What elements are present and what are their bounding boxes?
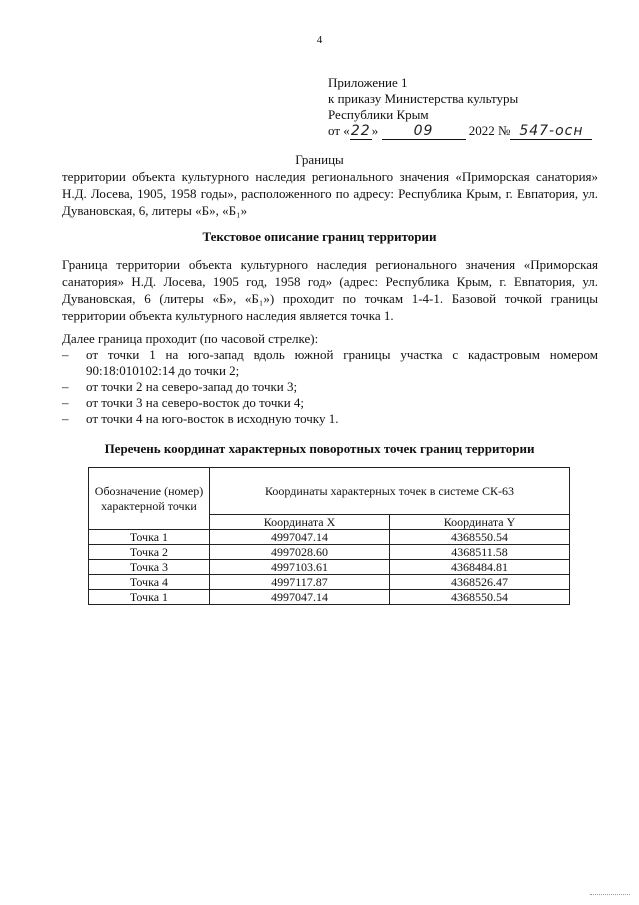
route-item: – от точки 1 на юго-запад вдоль южной границы участка с кадастровым номером 90:18:010102:14 до точки 2; bbox=[62, 347, 598, 379]
heading-word: Границы bbox=[295, 152, 344, 167]
cell-y: 4368511.58 bbox=[389, 545, 569, 560]
route-list-container bbox=[62, 347, 598, 427]
table-row bbox=[89, 545, 570, 560]
appendix-block bbox=[328, 75, 618, 140]
section-title-description: Текстовое описание границ территории bbox=[202, 229, 437, 244]
table-row bbox=[89, 590, 570, 605]
header-coordinates: Координаты характерных точек в системе СК-63 bbox=[210, 468, 570, 515]
cell-y: 4368550.54 bbox=[389, 530, 569, 545]
cell-x: 4997028.60 bbox=[210, 545, 390, 560]
order-number: 547-осн bbox=[510, 123, 592, 140]
scan-artifact bbox=[590, 894, 630, 897]
cell-point: Точка 1 bbox=[89, 530, 210, 545]
description-paragraph: Граница территории объекта культурного наследия регионального значения «Приморская санатория» Н.Д. Лосева, 1905 год, 1958 год» (адрес: Республика Крым, г. Евпатория, ул. Дувановская, 6 (литеры «Б», «Б₁») проходит по точкам 1-4-1. Базовой точкой границы территории объекта культурного наследия является точка 1. bbox=[62, 257, 598, 323]
cell-point: Точка 4 bbox=[89, 575, 210, 590]
cell-point: Точка 2 bbox=[89, 545, 210, 560]
cell-x: 4997117.87 bbox=[210, 575, 390, 590]
header-x: Координата X bbox=[210, 515, 390, 530]
header-designation: Обозначение (номер) характерной точки bbox=[89, 468, 210, 530]
cell-y: 4368526.47 bbox=[389, 575, 569, 590]
date-prefix: от « bbox=[328, 123, 350, 138]
table-row bbox=[89, 560, 570, 575]
cell-point: Точка 1 bbox=[89, 590, 210, 605]
page-number: 4 bbox=[316, 34, 323, 46]
coordinates-table bbox=[88, 467, 570, 605]
heading-text: территории объекта культурного наследия регионального значения «Приморская санатория» Н.Д. Лосева, 1905, 1958 годы», расположенного по адресу: Республика Крым, г. Евпатория, ул. Дувановская, 6, литеры «Б», «Б₁» bbox=[62, 169, 598, 218]
date-year: 2022 № bbox=[468, 123, 511, 138]
table-header-row bbox=[89, 468, 570, 515]
cell-x: 4997047.14 bbox=[210, 530, 390, 545]
appendix-line-1: Приложение 1 bbox=[328, 75, 408, 90]
cell-x: 4997103.61 bbox=[210, 560, 390, 575]
appendix-line-2: к приказу Министерства культуры bbox=[328, 91, 519, 106]
route-item: – от точки 4 на юго-восток в исходную точку 1. bbox=[62, 411, 598, 427]
table-title: Перечень координат характерных поворотных точек границ территории bbox=[104, 441, 535, 456]
header-y: Координата Y bbox=[389, 515, 569, 530]
cell-y: 4368550.54 bbox=[389, 590, 569, 605]
table-row bbox=[89, 530, 570, 545]
cell-y: 4368484.81 bbox=[389, 560, 569, 575]
appendix-date-line bbox=[328, 123, 618, 140]
route-list bbox=[62, 347, 598, 427]
appendix-line-3: Республики Крым bbox=[328, 107, 429, 122]
route-intro: Далее граница проходит (по часовой стрелке): bbox=[62, 331, 319, 346]
cell-x: 4997047.14 bbox=[210, 590, 390, 605]
date-month: 09 bbox=[382, 123, 466, 140]
route-item: – от точки 3 на северо-восток до точки 4; bbox=[62, 395, 598, 411]
cell-point: Точка 3 bbox=[89, 560, 210, 575]
table-row bbox=[89, 575, 570, 590]
date-day: 22 bbox=[350, 123, 371, 139]
route-item: – от точки 2 на северо-запад до точки 3; bbox=[62, 379, 598, 395]
date-day-suffix: » bbox=[371, 123, 379, 138]
